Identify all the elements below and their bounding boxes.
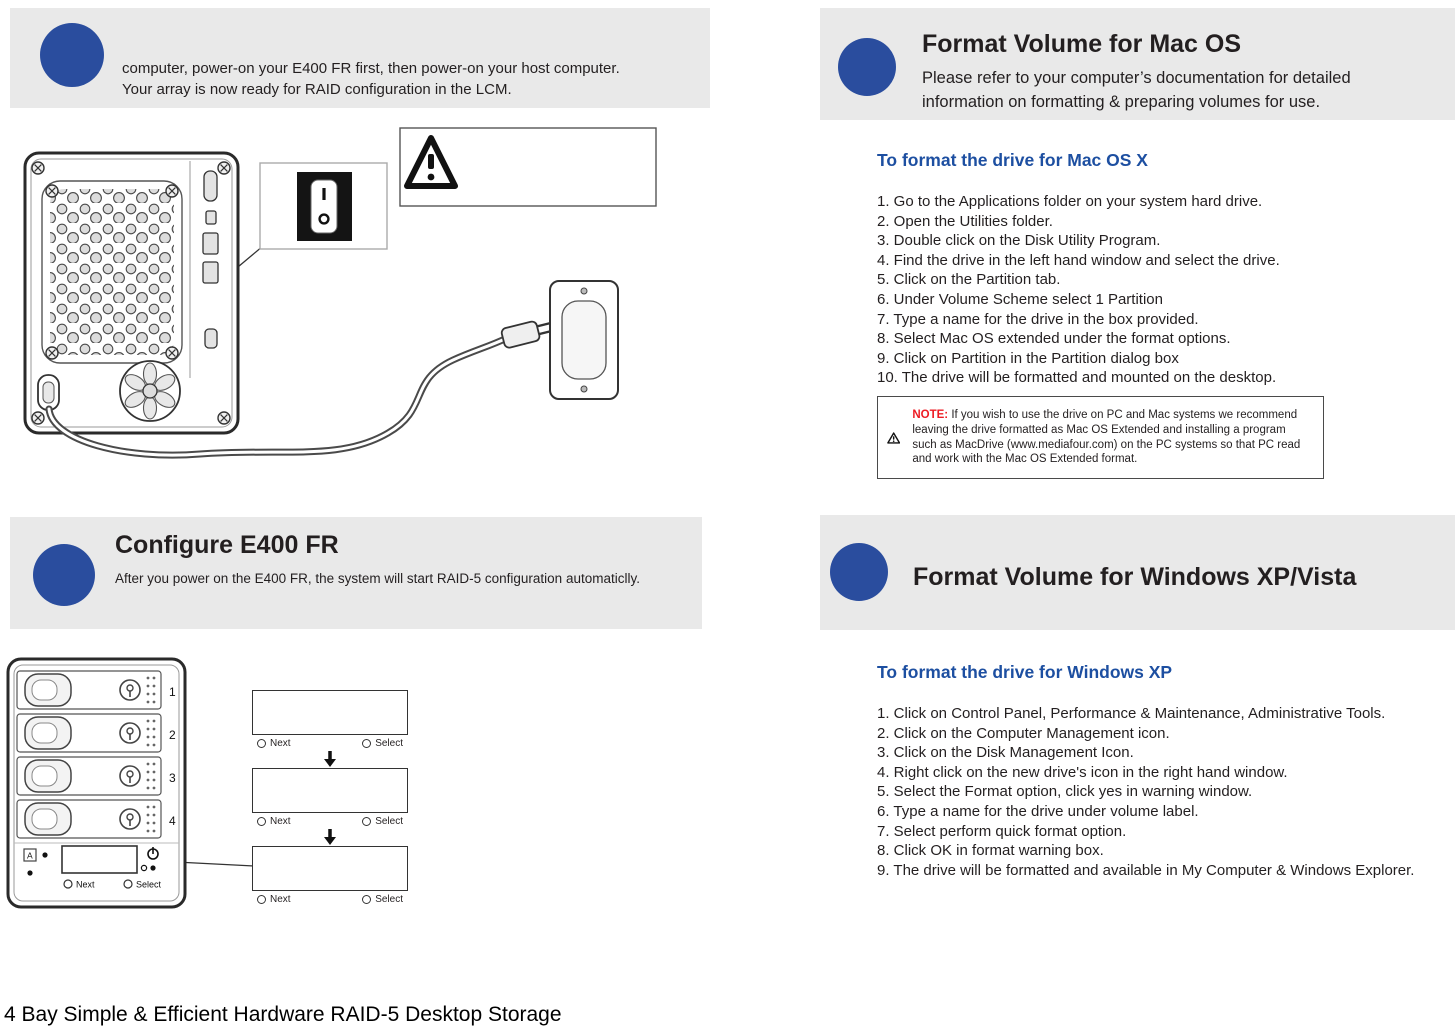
drive-tray xyxy=(17,800,161,838)
windows-steps-list xyxy=(877,704,1414,880)
page-footer: 4 Bay Simple & Efficient Hardware RAID-5 Desktop Storage xyxy=(4,1003,562,1026)
down-arrow-icon xyxy=(252,827,408,846)
step-badge-icon xyxy=(33,544,95,606)
select-label: Select xyxy=(375,738,403,749)
mac-section-heading: To format the drive for Mac OS X xyxy=(877,150,1148,170)
select-label: Select xyxy=(375,894,403,905)
power-on-banner xyxy=(10,8,710,108)
next-button-icon xyxy=(257,817,266,826)
lcm-screen-box xyxy=(252,768,408,813)
power-on-line1: computer, power-on your E400 FR first, then power-on your host computer. xyxy=(122,60,620,77)
instruction-step: 6. Type a name for the drive under volume label. xyxy=(877,802,1199,820)
configure-subtitle: After you power on the E400 FR, the system will start RAID-5 configuration automaticlly. xyxy=(115,571,640,586)
instruction-step: 8. Select Mac OS extended under the format options. xyxy=(877,330,1231,348)
select-button-icon xyxy=(362,895,371,904)
instruction-step: 5. Select the Format option, click yes in warning window. xyxy=(877,783,1253,801)
configure-title: Configure E400 FR xyxy=(115,531,339,559)
mac-note-box xyxy=(877,396,1324,479)
instruction-step: 7. Type a name for the drive in the box provided. xyxy=(877,310,1199,328)
next-label: Next xyxy=(270,816,291,827)
power-inlet xyxy=(38,375,59,410)
led-dot-icon xyxy=(150,865,155,870)
indicator-a-label: A xyxy=(27,850,33,861)
step-badge-icon xyxy=(838,38,896,96)
mac-format-title: Format Volume for Mac OS xyxy=(922,30,1242,58)
instruction-step: 3. Click on the Disk Management Icon. xyxy=(877,744,1134,762)
instruction-step: 1. Go to the Applications folder on your system hard drive. xyxy=(877,193,1263,210)
drive-tray xyxy=(17,714,161,752)
instruction-step: 3. Double click on the Disk Utility Program. xyxy=(877,232,1161,250)
note-text: If you wish to use the drive on PC and Mac systems we recommend leaving the drive formatted as Mac OS Extended and installing a program such as MacDrive (www.mediafour.com) on the PC systems so that PC read and work with the Mac OS Extended format. xyxy=(912,408,1301,466)
next-button-icon xyxy=(257,895,266,904)
lcm-screen-flow xyxy=(252,690,408,905)
drive-tray xyxy=(17,671,161,709)
instruction-step: 6. Under Volume Scheme select 1 Partition xyxy=(877,290,1163,308)
select-button-icon xyxy=(362,739,371,748)
down-arrow-icon xyxy=(252,749,408,768)
lcm-screen-box xyxy=(252,690,408,735)
instruction-step: 9. The drive will be formatted and available in My Computer & Windows Explorer. xyxy=(877,861,1415,879)
configure-banner xyxy=(10,517,702,629)
power-on-line2: Your array is now ready for RAID configuration in the LCM. xyxy=(122,81,512,98)
instruction-step: 1. Click on Control Panel, Performance & Maintenance, Administrative Tools. xyxy=(877,705,1386,722)
led-dot-icon xyxy=(42,852,47,857)
mac-steps-list xyxy=(877,192,1280,388)
rear-warning-box xyxy=(400,128,656,206)
instruction-step: 9. Click on Partition in the Partition dialog box xyxy=(877,349,1179,367)
instruction-step: 10. The drive will be formatted and mounted on the desktop. xyxy=(877,369,1277,387)
bay-number: 1 xyxy=(169,685,176,699)
step-badge-icon xyxy=(40,23,104,87)
mac-format-banner xyxy=(820,8,1455,120)
power-plug xyxy=(501,317,554,349)
bay-number: 4 xyxy=(169,814,176,828)
note-label: NOTE: xyxy=(912,408,949,421)
next-label: Next xyxy=(76,879,95,890)
select-label: Select xyxy=(136,879,162,890)
lcm-screen-item xyxy=(252,690,408,768)
led-dot-icon xyxy=(27,870,32,875)
step-badge-icon xyxy=(830,543,888,601)
windows-section-heading: To format the drive for Windows XP xyxy=(877,662,1173,682)
select-button-icon xyxy=(362,817,371,826)
lcm-screen-item xyxy=(252,846,408,905)
instruction-step: 7. Select perform quick format option. xyxy=(877,822,1127,840)
windows-format-banner xyxy=(820,515,1455,630)
select-label: Select xyxy=(375,816,403,827)
instruction-step: 8. Click OK in format warning box. xyxy=(877,842,1104,860)
next-label: Next xyxy=(270,894,291,905)
lcm-screen-box xyxy=(252,846,408,891)
power-switch-inset xyxy=(260,163,387,249)
lcm-screen-item xyxy=(252,768,408,846)
lcd-screen xyxy=(62,846,137,873)
rear-panel-illustration xyxy=(10,123,660,473)
windows-format-title: Format Volume for Windows XP/Vista xyxy=(913,563,1357,591)
warning-icon xyxy=(887,417,900,459)
rear-fan-icon xyxy=(120,361,180,421)
instruction-step: 2. Click on the Computer Management icon. xyxy=(877,724,1170,742)
wall-outlet xyxy=(550,281,618,399)
next-button-icon xyxy=(257,739,266,748)
bay-number: 3 xyxy=(169,771,176,785)
bay-number: 2 xyxy=(169,728,176,742)
instruction-step: 4. Find the drive in the left hand window and select the drive. xyxy=(877,251,1280,269)
drive-tray xyxy=(17,757,161,795)
instruction-step: 2. Open the Utilities folder. xyxy=(877,212,1053,230)
next-label: Next xyxy=(270,738,291,749)
mac-format-subtitle: Please refer to your computer’s documentation for detailed information on formatting & preparing volumes for use. xyxy=(922,69,1351,111)
instruction-step: 5. Click on the Partition tab. xyxy=(877,271,1061,289)
instruction-step: 4. Right click on the new drive's icon in the right hand window. xyxy=(877,763,1288,781)
